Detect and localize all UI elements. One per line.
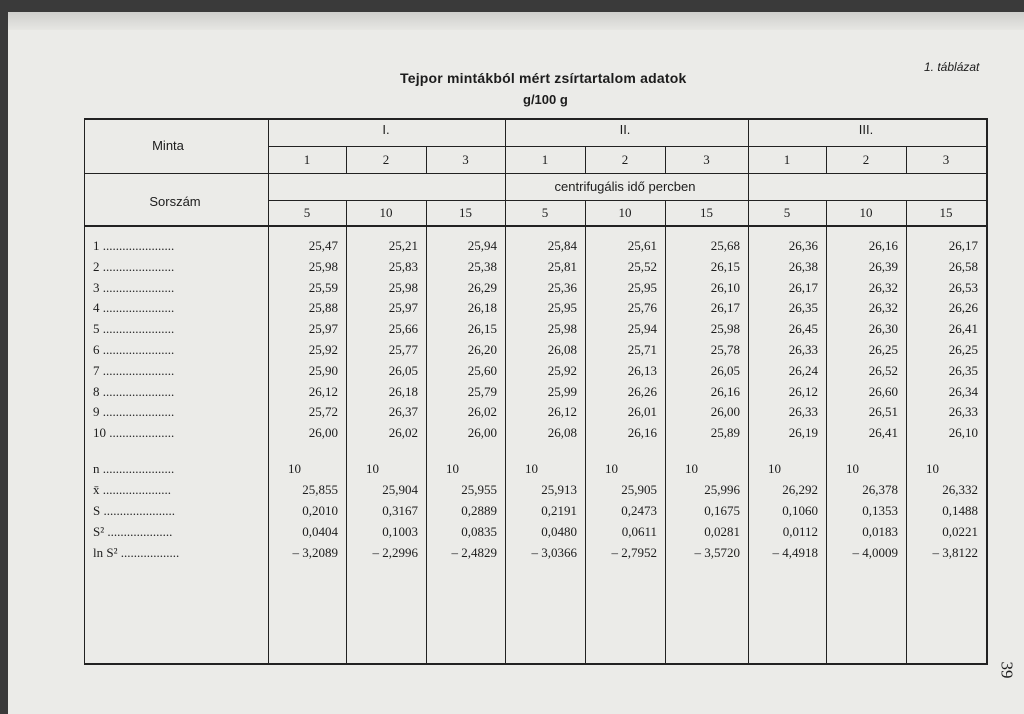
table-unit: g/100 g [523, 92, 568, 107]
stat-cell: 26,292 [782, 482, 818, 497]
table-cell: 26,33 [948, 404, 978, 420]
time-value: 10 [618, 205, 632, 220]
stat-label: S² .................... [93, 524, 173, 539]
table-cell: 25,95 [547, 300, 577, 316]
stat-cell: 0,1488 [942, 503, 978, 518]
row-label: 10 .................... [93, 425, 175, 441]
time-subrule [268, 200, 986, 201]
sub-separator [346, 201, 347, 225]
row-label: 8 ...................... [93, 383, 175, 399]
table-cell: 25,90 [308, 362, 338, 378]
table-cell: 26,36 [788, 238, 818, 253]
row-label: 4 ...................... [93, 300, 175, 316]
sub-separator [826, 147, 827, 173]
sample-number: 1 [783, 152, 791, 167]
table-cell: 26,33 [788, 404, 818, 420]
time-value: 5 [541, 205, 549, 220]
row-label: 9 ...................... [93, 404, 175, 420]
time-value: 15 [459, 205, 472, 220]
stat-cell: – 4,4918 [772, 545, 818, 560]
table-cell: 25,47 [308, 238, 338, 253]
stat-label: x̄ ..................... [93, 482, 171, 497]
sub-separator [906, 147, 907, 173]
stat-cell: 25,955 [461, 482, 497, 497]
column-separator [906, 226, 907, 664]
stat-cell: 0,0611 [621, 524, 657, 539]
time-value: 10 [379, 205, 393, 220]
table-cell: 25,97 [388, 300, 418, 316]
table-cell: 26,32 [868, 300, 898, 316]
table-cell: 25,76 [627, 300, 657, 316]
sample-number: 3 [942, 152, 950, 167]
stat-cell: 26,378 [862, 482, 898, 497]
sub-separator [585, 147, 586, 173]
table-cell: 26,35 [948, 362, 978, 378]
sub-separator [665, 201, 666, 225]
table-cell: 26,17 [948, 238, 978, 253]
table-cell: 26,51 [868, 404, 898, 420]
table-cell: 26,37 [388, 404, 418, 420]
table-cell: 25,21 [388, 238, 418, 253]
sub-separator [426, 147, 427, 173]
stat-cell: 0,0221 [942, 524, 978, 539]
table-cell: 26,10 [948, 425, 978, 441]
stat-cell: 0,0404 [302, 524, 338, 539]
stat-cell: 10 [288, 461, 301, 476]
sample-number: 3 [703, 152, 710, 167]
table-cell: 26,05 [388, 362, 418, 378]
table-cell: 25,92 [308, 342, 338, 357]
table-border-left [84, 118, 85, 664]
table-cell: 26,10 [710, 279, 740, 295]
stat-cell: 25,905 [621, 482, 657, 497]
column-separator [826, 226, 827, 664]
table-cell: 25,66 [388, 321, 418, 337]
stat-cell: 0,2473 [621, 503, 657, 518]
row-label: 7 ...................... [93, 362, 175, 378]
sub-separator [906, 201, 907, 225]
table-cell: 25,52 [627, 258, 657, 274]
table-cell: 26,60 [868, 383, 898, 399]
table-cell: 26,24 [788, 362, 818, 378]
stat-cell: – 2,4829 [451, 545, 497, 560]
table-cell: 26,16 [868, 238, 898, 253]
stat-cell: – 2,2996 [372, 545, 418, 560]
stat-cell: – 2,7952 [611, 545, 657, 560]
table-cell: 26,34 [948, 383, 978, 399]
stat-cell: 0,2010 [302, 503, 338, 518]
table-cell: 26,17 [788, 279, 818, 295]
table-border-top [84, 118, 987, 120]
group-label: I. [382, 122, 390, 137]
stat-cell: – 3,8122 [932, 545, 978, 560]
stat-cell: 0,0480 [541, 524, 577, 539]
table-cell: 25,71 [627, 342, 657, 357]
table-cell: 26,58 [948, 258, 978, 274]
table-cell: 26,29 [467, 279, 497, 295]
stat-cell: – 3,2089 [292, 545, 338, 560]
stat-cell: 0,0112 [782, 524, 818, 539]
time-value: 5 [303, 205, 311, 220]
table-cell: 25,60 [467, 362, 497, 378]
sample-number: 2 [862, 152, 870, 167]
table-cell: 26,18 [388, 383, 418, 399]
table-cell: 25,94 [467, 238, 497, 253]
column-separator [426, 226, 427, 664]
stat-label: n ...................... [93, 461, 175, 476]
table-cell: 26,41 [868, 425, 898, 441]
stat-cell: 10 [685, 461, 698, 476]
table-cell: 26,32 [868, 279, 898, 295]
table-reference: 1. táblázat [924, 60, 980, 74]
table-cell: 25,94 [627, 321, 657, 337]
table-cell: 25,88 [308, 300, 338, 316]
table-cell: 25,83 [388, 258, 418, 274]
sample-number: 3 [462, 152, 469, 167]
sub-separator [346, 147, 347, 173]
time-value: 15 [939, 205, 953, 220]
table-cell: 26,26 [627, 383, 657, 399]
stat-cell: 0,1003 [382, 524, 418, 539]
time-value: 5 [783, 205, 791, 220]
page-number: 39 [997, 661, 1017, 679]
table-title: Tejpor mintákból mért zsírtartalom adatok [400, 70, 687, 86]
centrifuge-time-header: centrifugális idő percben [554, 179, 696, 194]
stat-cell: 0,3167 [382, 503, 418, 518]
column-separator [748, 118, 749, 664]
table-cell: 25,81 [547, 258, 577, 274]
table-cell: 25,68 [710, 238, 740, 253]
stat-cell: – 3,5720 [694, 545, 740, 560]
header-divider [84, 173, 987, 174]
table-cell: 25,72 [308, 404, 338, 420]
table-cell: 25,79 [467, 383, 497, 399]
table-cell: 25,36 [547, 279, 577, 295]
table-cell: 26,39 [868, 258, 898, 274]
table-cell: 26,19 [788, 425, 818, 441]
table-cell: 26,16 [627, 425, 657, 441]
table-cell: 26,12 [547, 404, 577, 420]
stat-cell: 10 [926, 461, 939, 476]
table-border-bottom [84, 663, 987, 665]
sample-number: 1 [541, 152, 549, 167]
table-cell: 26,15 [710, 258, 740, 274]
group-label: III. [858, 122, 874, 137]
table-cell: 25,92 [547, 362, 577, 378]
table-cell: 26,52 [868, 362, 898, 378]
row-label: 1 ...................... [93, 238, 175, 253]
table-cell: 25,77 [388, 342, 418, 357]
minta-header: Minta [152, 138, 184, 153]
column-separator [585, 226, 586, 664]
table-cell: 25,97 [308, 321, 338, 337]
table-cell: 26,33 [788, 342, 818, 357]
table-cell: 25,89 [710, 425, 740, 441]
table-cell: 25,98 [308, 258, 338, 274]
table-cell: 26,02 [388, 425, 418, 441]
stat-cell: 0,1353 [862, 503, 898, 518]
table-cell: 26,00 [467, 425, 497, 441]
stat-cell: 25,996 [704, 482, 740, 497]
table-cell: 26,12 [788, 383, 818, 399]
table-cell: 26,01 [627, 404, 657, 420]
table-cell: 25,98 [388, 279, 418, 295]
table-cell: 25,78 [710, 342, 740, 357]
table-cell: 26,08 [547, 342, 577, 357]
sample-number: 1 [303, 152, 311, 167]
column-separator [346, 226, 347, 664]
group-subrule [268, 146, 986, 147]
table-border-right [986, 118, 988, 665]
table-cell: 26,00 [308, 425, 338, 441]
row-label: 2 ...................... [93, 258, 175, 274]
table-cell: 25,98 [710, 321, 740, 337]
table-cell: 26,45 [788, 321, 818, 337]
table-cell: 26,02 [467, 404, 497, 420]
sub-separator [426, 201, 427, 225]
time-value: 15 [700, 205, 713, 220]
table-cell: 25,95 [627, 279, 657, 295]
sub-separator [665, 147, 666, 173]
row-label: 5 ...................... [93, 321, 175, 337]
column-separator [505, 118, 506, 664]
table-cell: 26,41 [948, 321, 978, 337]
table-cell: 26,05 [710, 362, 740, 378]
table-cell: 25,99 [547, 383, 577, 399]
column-separator [665, 226, 666, 664]
sub-separator [826, 201, 827, 225]
table-cell: 26,25 [948, 342, 978, 357]
table-cell: 26,38 [788, 258, 818, 274]
data-table [8, 12, 1024, 714]
table-cell: 25,84 [547, 238, 577, 253]
stat-cell: 25,904 [382, 482, 418, 497]
table-cell: 26,08 [547, 425, 577, 441]
stat-cell: 0,0281 [704, 524, 740, 539]
stat-cell: 10 [605, 461, 618, 476]
stat-cell: 0,1675 [704, 503, 740, 518]
table-cell: 26,18 [467, 300, 497, 316]
table-cell: 25,59 [308, 279, 338, 295]
table-cell: 26,26 [948, 300, 978, 316]
table-cell: 26,15 [467, 321, 497, 337]
stat-cell: 0,2889 [461, 503, 497, 518]
stat-cell: – 4,0009 [852, 545, 898, 560]
stat-cell: 0,0183 [862, 524, 898, 539]
stat-cell: 0,1060 [782, 503, 818, 518]
stat-cell: 10 [446, 461, 459, 476]
time-value: 10 [859, 205, 873, 220]
table-cell: 26,20 [467, 342, 497, 357]
column-separator [268, 118, 269, 664]
stat-cell: 10 [366, 461, 379, 476]
stat-cell: – 3,0366 [531, 545, 577, 560]
stat-cell: 10 [525, 461, 538, 476]
stat-cell: 26,332 [942, 482, 978, 497]
table-cell: 26,35 [788, 300, 818, 316]
row-label: 6 ...................... [93, 342, 175, 357]
stat-cell: 10 [846, 461, 859, 476]
table-cell: 25,38 [467, 258, 497, 274]
sample-number: 2 [382, 152, 390, 167]
stat-cell: 0,0835 [461, 524, 497, 539]
table-cell: 26,25 [868, 342, 898, 357]
sorszam-header: Sorszám [149, 194, 201, 209]
stat-cell: 10 [768, 461, 781, 476]
sample-number: 2 [621, 152, 629, 167]
stat-cell: 0,2191 [541, 503, 577, 518]
sub-separator [585, 201, 586, 225]
table-cell: 25,61 [627, 238, 657, 253]
row-label: 3 ...................... [93, 279, 175, 295]
table-cell: 26,13 [627, 362, 657, 378]
table-cell: 26,53 [948, 279, 978, 295]
table-cell: 26,12 [308, 383, 338, 399]
stat-cell: 25,913 [541, 482, 577, 497]
table-cell: 26,30 [868, 321, 898, 337]
group-label: II. [619, 122, 631, 137]
table-cell: 26,17 [710, 300, 740, 316]
header-bottom-rule [84, 225, 987, 227]
stat-label: S ...................... [93, 503, 175, 518]
document-page [8, 12, 1024, 714]
stat-cell: 25,855 [302, 482, 338, 497]
stat-label: ln S² .................. [93, 545, 180, 560]
table-cell: 26,16 [710, 383, 740, 399]
table-cell: 25,98 [547, 321, 577, 337]
table-cell: 26,00 [710, 404, 740, 420]
